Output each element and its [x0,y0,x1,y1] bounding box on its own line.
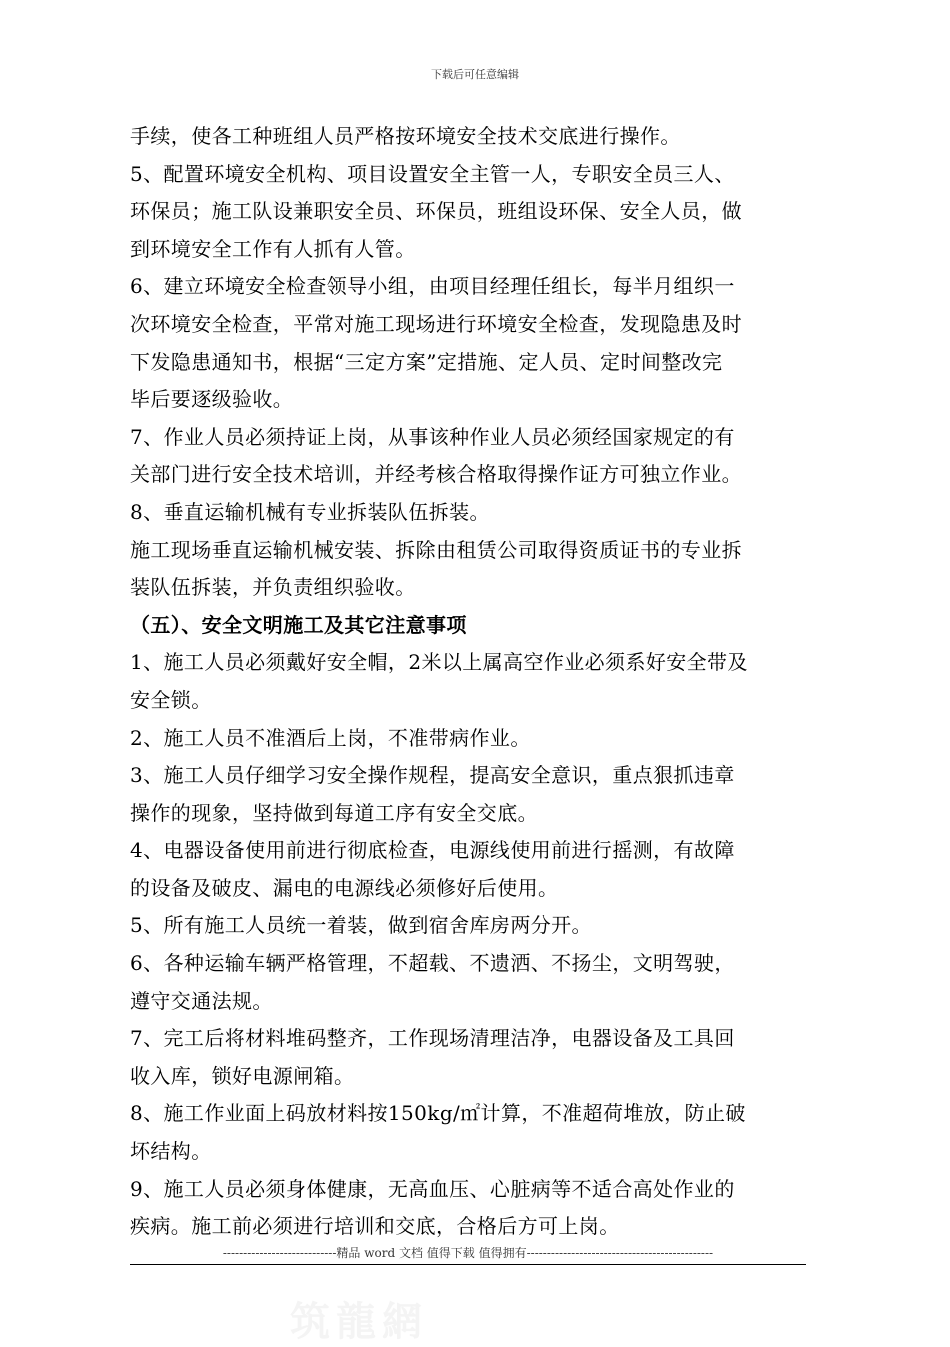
text-line: 的设备及破皮、漏电的电源线必须修好后使用。 [130,875,559,900]
text-line: 4、电器设备使用前进行彻底检查，电源线使用前进行摇测，有故障 [130,838,735,863]
text-line: 到环境安全工作有人抓有人管。 [130,236,416,261]
text-line: 2、施工人员不准酒后上岗，不准带病作业。 [130,725,531,750]
text-line: 施工现场垂直运输机械安装、拆除由租赁公司取得资质证书的专业拆 [130,537,742,562]
text-line: 坏结构。 [130,1139,212,1164]
text-line: 遵守交通法规。 [130,988,273,1013]
text-line: 安全锁。 [130,687,212,712]
watermark: 筑龍網 [290,1298,428,1345]
text-line: 5、配置环境安全机构、项目设置安全主管一人，专职安全员三人、 [130,161,735,186]
text-line: 毕后要逐级验收。 [130,387,294,412]
text-line: 8、施工作业面上码放材料按150kg/㎡计算，不准超荷堆放，防止破 [130,1101,746,1126]
text-line: 7、作业人员必须持证上岗，从事该种作业人员必须经国家规定的有 [130,424,735,449]
text-line: 3、施工人员仔细学习安全操作规程，提高安全意识，重点狠抓违章 [130,763,735,788]
page-footer: ----------------------------精品 word 文档 值得下载 值得拥有---------------------------------------------- [222,1246,714,1260]
text-line: 8、垂直运输机械有专业拆装队伍拆装。 [130,499,490,524]
text-line: 1、施工人员必须戴好安全帽，2米以上属高空作业必须系好安全带及 [130,650,748,675]
text-line: 5、所有施工人员统一着装，做到宿舍库房两分开。 [130,913,592,938]
text-line: 环保员；施工队设兼职安全员、环保员，班组设环保、安全人员，做 [130,199,742,224]
text-line: 装队伍拆装，并负责组织验收。 [130,575,416,600]
section-heading: （五）、安全文明施工及其它注意事项 [130,612,467,637]
text-line: 关部门进行安全技术培训，并经考核合格取得操作证方可独立作业。 [130,462,742,487]
text-line: 收入库，锁好电源闸箱。 [130,1063,355,1088]
text-line: 7、完工后将材料堆码整齐，工作现场清理洁净，电器设备及工具回 [130,1026,735,1051]
document-body [130,118,810,1246]
text-line: 下发隐患通知书，根据“三定方案”定措施、定人员、定时间整改完 [130,349,723,374]
text-line: 手续，使各工种班组人员严格按环境安全技术交底进行操作。 [130,124,681,148]
text-line: 疾病。施工前必须进行培训和交底，合格后方可上岗。 [130,1214,620,1239]
text-line: 操作的现象，坚持做到每道工序有安全交底。 [130,800,538,825]
text-line: 6、建立环境安全检查领导小组，由项目经理任组长，每半月组织一 [130,274,735,299]
text-line: 次环境安全检查，平常对施工现场进行环境安全检查，发现隐患及时 [130,311,742,336]
text-line: 6、各种运输车辆严格管理，不超载、不遗洒、不扬尘，文明驾驶， [130,951,735,976]
footer-divider [130,1264,806,1265]
page-header: 下载后可任意编辑 [431,68,519,81]
text-line: 9、施工人员必须身体健康，无高血压、心脏病等不适合高处作业的 [130,1176,735,1201]
